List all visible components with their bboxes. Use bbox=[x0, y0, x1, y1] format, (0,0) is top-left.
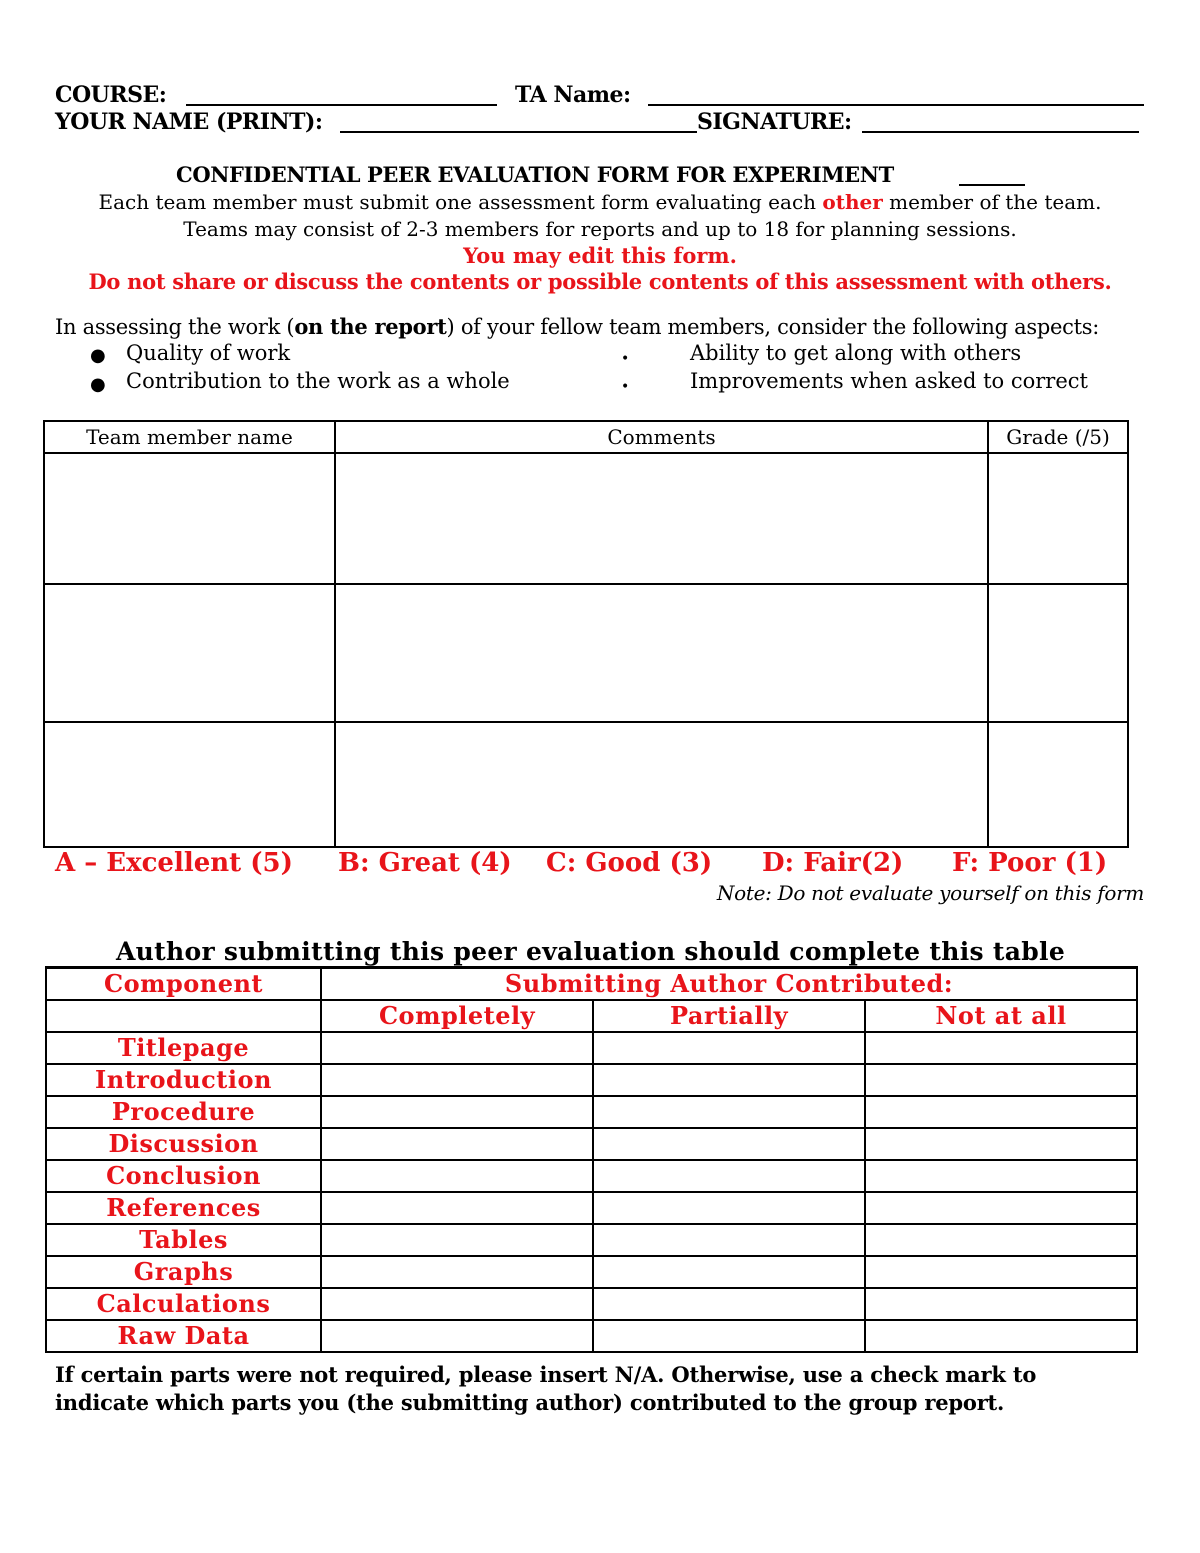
contribution-table bbox=[45, 966, 1138, 1353]
aspect-bullet-3 bbox=[621, 344, 629, 368]
component-label: Discussion bbox=[46, 1128, 321, 1160]
not-at-all-cell[interactable] bbox=[865, 1096, 1137, 1128]
aspect-bullet-4 bbox=[621, 372, 629, 396]
completely-cell[interactable] bbox=[321, 1288, 593, 1320]
not-at-all-cell[interactable] bbox=[865, 1128, 1137, 1160]
aspects-intro-start: In assessing the work ( bbox=[55, 315, 295, 339]
not-at-all-cell[interactable] bbox=[865, 1192, 1137, 1224]
table-row bbox=[46, 1128, 1137, 1160]
partially-cell[interactable] bbox=[593, 1192, 865, 1224]
peer-evaluation-table bbox=[43, 420, 1129, 848]
bullet-icon: • bbox=[621, 379, 630, 395]
not-at-all-cell[interactable] bbox=[865, 1224, 1137, 1256]
component-label: Titlepage bbox=[46, 1032, 321, 1064]
partially-cell[interactable] bbox=[593, 1256, 865, 1288]
table-row bbox=[46, 1032, 1137, 1064]
contribution-levels-row bbox=[46, 1000, 1137, 1032]
footer-instructions-line-2: indicate which parts you (the submitting author) contributed to the group report. bbox=[55, 1390, 1005, 1415]
your-name-label: YOUR NAME (PRINT): bbox=[55, 109, 323, 135]
instructions-other-word: other bbox=[822, 190, 883, 214]
aspect-item-3: Ability to get along with others bbox=[690, 341, 1022, 365]
footer-instructions-line-1: If certain parts were not required, please insert N/A. Otherwise, use a check mark to bbox=[55, 1362, 1037, 1387]
header-grade: Grade (/5) bbox=[988, 421, 1128, 453]
table-row bbox=[46, 1256, 1137, 1288]
grade-cell[interactable] bbox=[988, 722, 1128, 847]
aspect-bullet-2 bbox=[90, 371, 106, 395]
partially-cell[interactable] bbox=[593, 1096, 865, 1128]
ta-name-label: TA Name: bbox=[515, 82, 631, 108]
completely-cell[interactable] bbox=[321, 1032, 593, 1064]
not-at-all-cell[interactable] bbox=[865, 1256, 1137, 1288]
component-label: Introduction bbox=[46, 1064, 321, 1096]
ta-name-field[interactable] bbox=[648, 104, 1144, 106]
table-row bbox=[44, 453, 1128, 584]
not-at-all-cell[interactable] bbox=[865, 1064, 1137, 1096]
instructions-line-1 bbox=[0, 190, 1200, 214]
table-row bbox=[46, 1320, 1137, 1352]
header-partially: Partially bbox=[593, 1000, 865, 1032]
header-not-at-all: Not at all bbox=[865, 1000, 1137, 1032]
component-label: Raw Data bbox=[46, 1320, 321, 1352]
header-team-member-name: Team member name bbox=[44, 421, 335, 453]
partially-cell[interactable] bbox=[593, 1064, 865, 1096]
signature-label: SIGNATURE: bbox=[697, 109, 852, 135]
component-label: Tables bbox=[46, 1224, 321, 1256]
header-completely: Completely bbox=[321, 1000, 593, 1032]
aspect-bullet-1 bbox=[90, 342, 106, 366]
completely-cell[interactable] bbox=[321, 1224, 593, 1256]
aspects-intro bbox=[55, 314, 1099, 339]
partially-cell[interactable] bbox=[593, 1224, 865, 1256]
bullet-icon: ● bbox=[90, 374, 106, 395]
table-row bbox=[46, 1224, 1137, 1256]
self-evaluation-note: Note: Do not evaluate yourself on this form bbox=[716, 881, 1144, 905]
bullet-icon: • bbox=[621, 351, 630, 367]
comments-cell[interactable] bbox=[335, 584, 988, 722]
bullet-icon: ● bbox=[90, 345, 106, 366]
form-title: CONFIDENTIAL PEER EVALUATION FORM FOR EXPERIMENT bbox=[176, 162, 894, 187]
table-row bbox=[46, 1288, 1137, 1320]
grade-cell[interactable] bbox=[988, 453, 1128, 584]
comments-cell[interactable] bbox=[335, 453, 988, 584]
table-row bbox=[44, 722, 1128, 847]
aspects-intro-emphasis: on the report bbox=[294, 314, 447, 339]
aspect-item-2: Contribution to the work as a whole bbox=[126, 369, 510, 393]
course-field[interactable] bbox=[186, 104, 497, 106]
table-row bbox=[44, 584, 1128, 722]
course-label: COURSE: bbox=[55, 82, 167, 108]
not-at-all-cell[interactable] bbox=[865, 1160, 1137, 1192]
completely-cell[interactable] bbox=[321, 1320, 593, 1352]
aspect-item-1: Quality of work bbox=[126, 341, 291, 365]
header-empty-cell bbox=[46, 1000, 321, 1032]
edit-note: You may edit this form. bbox=[463, 243, 737, 268]
table-row bbox=[46, 1064, 1137, 1096]
grade-scale-poor: F: Poor (1) bbox=[952, 848, 1108, 878]
completely-cell[interactable] bbox=[321, 1160, 593, 1192]
comments-cell[interactable] bbox=[335, 722, 988, 847]
component-label: Graphs bbox=[46, 1256, 321, 1288]
grade-scale-good: C: Good (3) bbox=[546, 848, 713, 878]
table-row bbox=[46, 1160, 1137, 1192]
instructions-line-2: Teams may consist of 2-3 members for reports and up to 18 for planning sessions. bbox=[183, 217, 1017, 241]
table-row bbox=[46, 1096, 1137, 1128]
completely-cell[interactable] bbox=[321, 1256, 593, 1288]
peer-table-header bbox=[44, 421, 1128, 453]
partially-cell[interactable] bbox=[593, 1320, 865, 1352]
not-at-all-cell[interactable] bbox=[865, 1032, 1137, 1064]
component-label: Procedure bbox=[46, 1096, 321, 1128]
signature-field[interactable] bbox=[862, 131, 1139, 133]
contribution-header-row bbox=[46, 968, 1137, 1001]
completely-cell[interactable] bbox=[321, 1128, 593, 1160]
table-row bbox=[46, 1192, 1137, 1224]
share-warning: Do not share or discuss the contents or possible contents of this assessment with others. bbox=[88, 269, 1112, 294]
partially-cell[interactable] bbox=[593, 1032, 865, 1064]
aspects-intro-end: ) of your fellow team members, consider the following aspects: bbox=[446, 315, 1099, 339]
partially-cell[interactable] bbox=[593, 1128, 865, 1160]
contribution-table-heading: Author submitting this peer evaluation should complete this table bbox=[115, 937, 1066, 966]
partially-cell[interactable] bbox=[593, 1160, 865, 1192]
not-at-all-cell[interactable] bbox=[865, 1320, 1137, 1352]
completely-cell[interactable] bbox=[321, 1192, 593, 1224]
completely-cell[interactable] bbox=[321, 1064, 593, 1096]
component-label: References bbox=[46, 1192, 321, 1224]
component-label: Conclusion bbox=[46, 1160, 321, 1192]
header-comments: Comments bbox=[335, 421, 988, 453]
experiment-number-field[interactable] bbox=[959, 184, 1025, 186]
your-name-field[interactable] bbox=[340, 131, 697, 133]
instructions-line-1-end: member of the team. bbox=[889, 190, 1102, 214]
team-member-name-cell[interactable] bbox=[44, 453, 335, 584]
team-member-name-cell[interactable] bbox=[44, 722, 335, 847]
grade-cell[interactable] bbox=[988, 584, 1128, 722]
header-component: Component bbox=[46, 968, 321, 1001]
aspect-item-4: Improvements when asked to correct bbox=[690, 369, 1088, 393]
grade-scale-excellent: A – Excellent (5) bbox=[55, 848, 293, 878]
not-at-all-cell[interactable] bbox=[865, 1288, 1137, 1320]
grade-scale-great: B: Great (4) bbox=[338, 848, 512, 878]
component-label: Calculations bbox=[46, 1288, 321, 1320]
instructions-line-1-start: Each team member must submit one assessment form evaluating each bbox=[98, 190, 817, 214]
grade-scale-fair: D: Fair(2) bbox=[762, 848, 904, 878]
team-member-name-cell[interactable] bbox=[44, 584, 335, 722]
header-submitting-author-contributed: Submitting Author Contributed: bbox=[321, 968, 1137, 1001]
partially-cell[interactable] bbox=[593, 1288, 865, 1320]
completely-cell[interactable] bbox=[321, 1096, 593, 1128]
